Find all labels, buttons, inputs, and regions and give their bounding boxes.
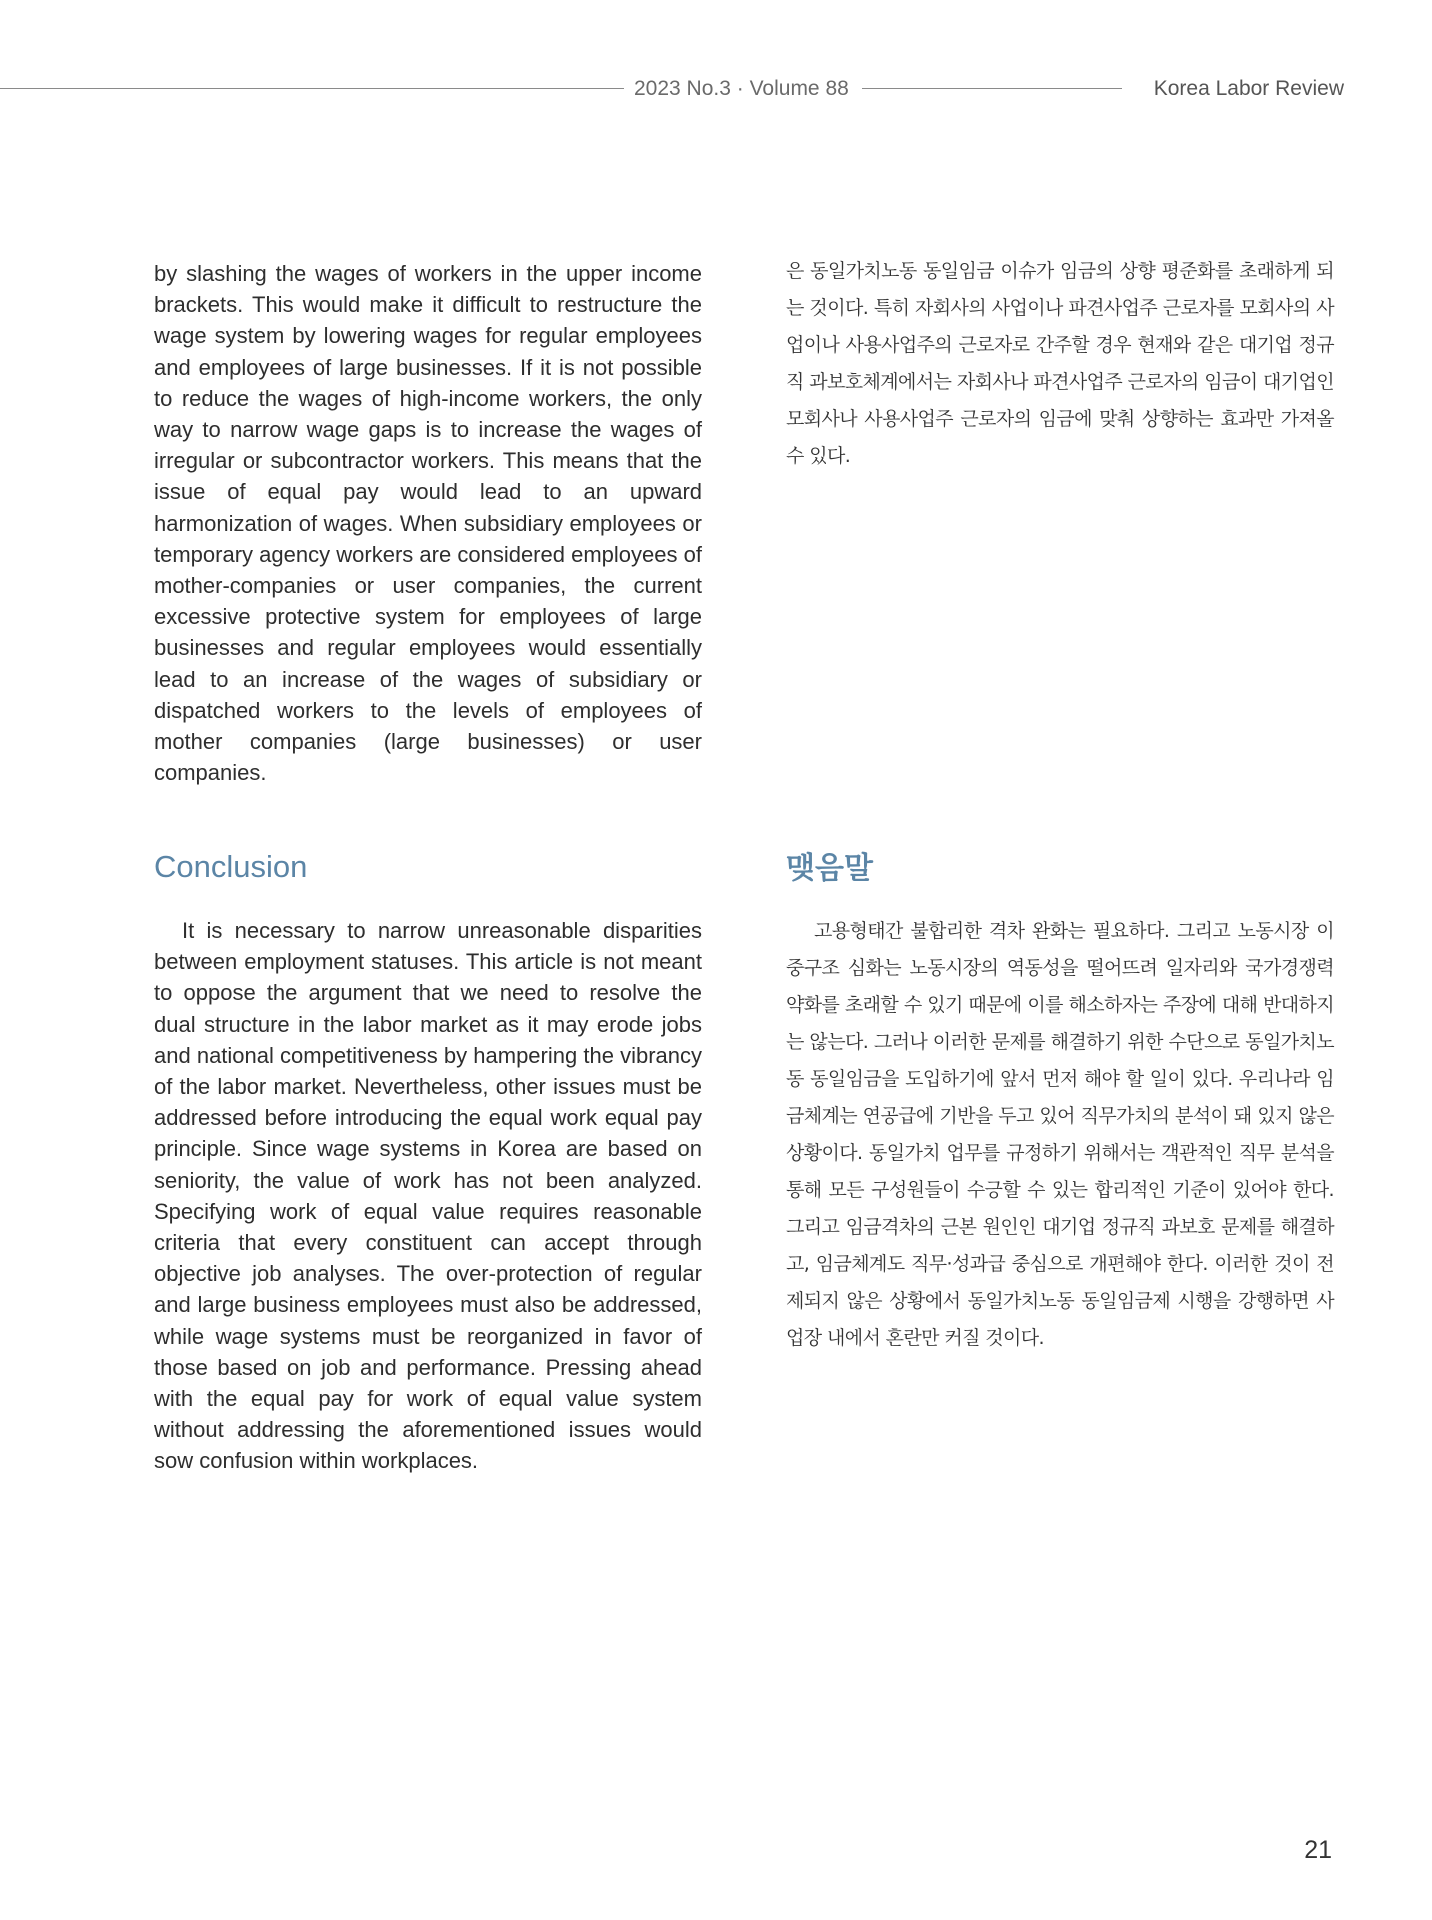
running-header xyxy=(0,74,1432,104)
issue-label: 2023 No.3 · Volume 88 xyxy=(634,77,849,100)
conclusion-english-paragraph: It is necessary to narrow unreasonable disparities between employment statuses. This article is not meant to oppose the argument that we need to resolve the dual structure in the labor market as it may erode jobs and national competitiveness by hampering the vibrancy of the labor market. Nevertheless, other issues must be addressed before introducing the equal work equal pay principle. Since wage systems in Korea are based on seniority, the value of work has not been analyzed. Specifying work of equal value requires reasonable criteria that every constituent can accept through objective job analyses. The over-protection of regular and large business employees must also be addressed, while wage systems must be reorganized in favor of those based on job and performance. Pressing ahead with the equal pay for work of equal value system without addressing the aforementioned issues would sow confusion within workplaces. xyxy=(154,918,702,1474)
journal-title: Korea Labor Review xyxy=(1153,77,1344,100)
conclusion-heading-korean: 맺음말 xyxy=(786,851,873,886)
conclusion-korean-column xyxy=(786,913,1334,1357)
top-korean-column xyxy=(786,253,1334,475)
top-english-paragraph: by slashing the wages of workers in the upper income brackets. This would make it difficult to restructure the wage system by lowering wages for regular employees and employees of large businesses. If it is not possible to reduce the wages of high-income workers, the only way to narrow wage gaps is to increase the wages of irregular or subcontractor workers. This means that the issue of equal pay would lead to an upward harmonization of wages. When subsidiary employees or temporary agency workers are considered employees of mother-companies or user companies, the current excessive protective system for employees of large businesses and regular employees would essentially lead to an increase of the wages of subsidiary or dispatched workers to the levels of employees of mother companies (large businesses) or user companies. xyxy=(154,261,702,786)
conclusion-korean-paragraph: 고용형태간 불합리한 격차 완화는 필요하다. 그리고 노동시장 이중구조 심화는 노동시장의 역동성을 떨어뜨려 일자리와 국가경쟁력 약화를 초래할 수 있기 때문에 이를 해소하자는 주장에 대해 반대하지는 않는다. 그러나 이러한 문제를 해결하기 위한 수단으로 동일가치노동 동일임금을 도입하기에 앞서 먼저 해야 할 일이 있다. 우리나라 임금체계는 연공급에 기반을 두고 있어 직무가치의 분석이 돼 있지 않은 상황이다. 동일가치 업무를 규정하기 위해서는 객관적인 직무 분석을 통해 모든 구성원들이 수긍할 수 있는 합리적인 기준이 있어야 한다. 그리고 임금격차의 근본 원인인 대기업 정규직 과보호 문제를 해결하고, 임금체계도 직무·성과급 중심으로 개편해야 한다. 이러한 것이 전제되지 않은 상황에서 동일가치노동 동일임금제 시행을 강행하면 사업장 내에서 혼란만 커질 것이다. xyxy=(786,920,1334,1349)
conclusion-english-column xyxy=(154,915,702,1477)
top-english-column xyxy=(154,258,702,788)
header-rule-left xyxy=(0,88,624,89)
page-number: 21 xyxy=(1304,1836,1332,1864)
header-rule-middle xyxy=(862,88,1122,89)
conclusion-heading: Conclusion xyxy=(154,849,308,884)
top-korean-paragraph: 은 동일가치노동 동일임금 이슈가 임금의 상향 평준화를 초래하게 되는 것이다. 특히 자회사의 사업이나 파견사업주 근로자를 모회사의 사업이나 사용사업주의 근로자로 간주할 경우 현재와 같은 대기업 정규직 과보호체계에서는 자회사나 파견사업주 근로자의 임금이 대기업인 모회사나 사용사업주 근로자의 임금에 맞춰 상향하는 효과만 가져올 수 있다. xyxy=(786,260,1334,467)
